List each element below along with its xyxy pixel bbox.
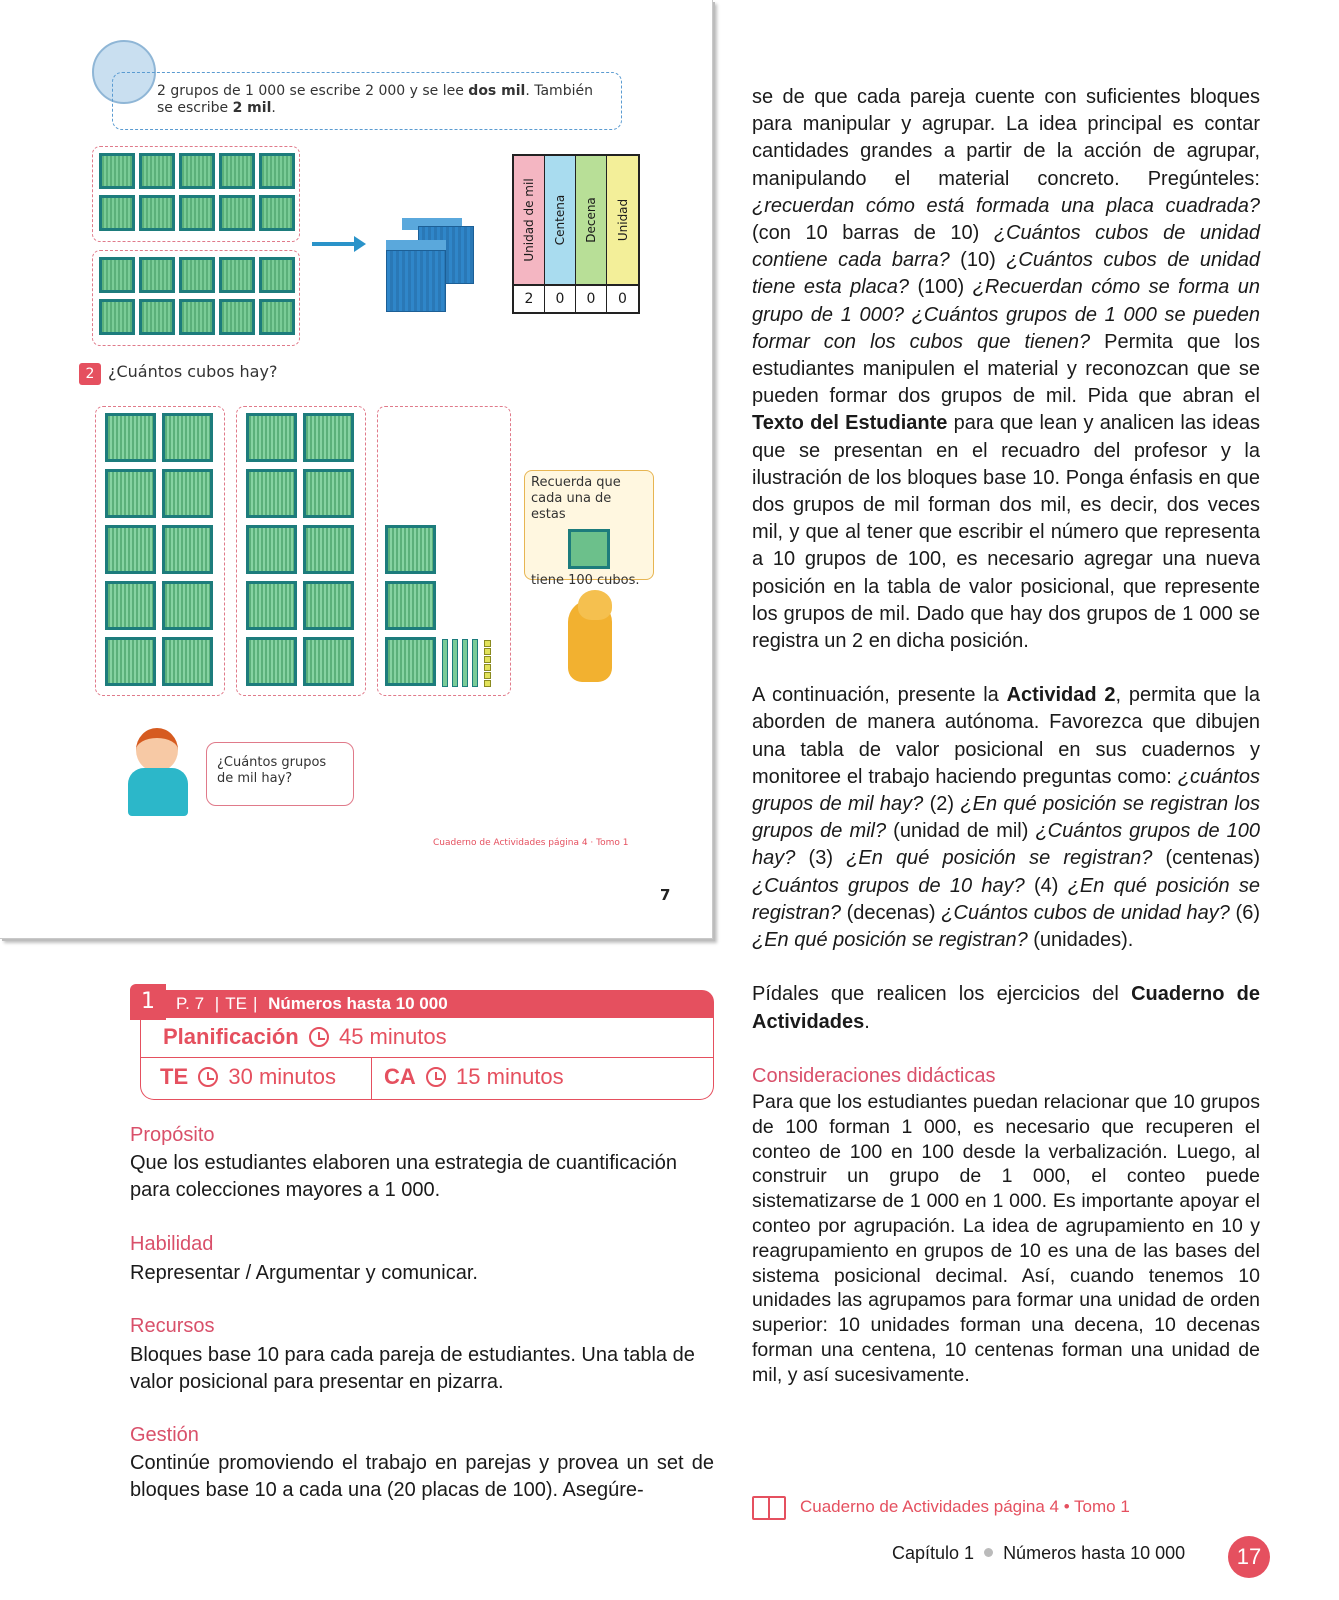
lesson-title: Números hasta 10 000 [268,994,448,1013]
planificacion-time: 45 minutos [338,1024,447,1049]
paragraph-1: se de que cada pareja cuente con suficientes bloques para manipular y agrupar. La idea principal es contar cantidades grandes a partir de la acción de agrupar, manipulando el material concreto. Pregúnteles: ¿recuerdan cómo está formada una placa cuadrada? (con 10 barras de 10) ¿Cuántos cubos de unidad contiene cada barra? (10) ¿Cuántos cubos de unidad tiene esta placa? (100) ¿Recuerdan cómo se forma un grupo de 1 000? ¿Cuántos grupos de 1 000 se pueden formar con los cubos que tienen? Permita que los estudiantes manipulen el material y reconozcan que se pueden formar dos grupos de mil. Pida que abran el Texto del Estudiante para que lean y analicen las ideas que se presentan en el recuadro del profesor y la ilustración de los bloques base 10. Ponga énfasis en que dos grupos de mil forman dos mil, es decir, dos veces mil, y que al tener que escribir el número que representa a 10 grupos de 100, es necesario agregar una nueva posición en la tabla de valor posicional, que represente los grupos de mil. Dado que hay dos grupos de 1 000 se registra un 2 en dicha posición. [752,86,1260,653]
plate-group-2 [92,250,300,346]
ten-rod [442,639,448,687]
book-icon [752,1496,786,1520]
plate [99,299,135,335]
hundred-plate [246,637,297,686]
ca-row [384,1064,564,1090]
plate [259,299,295,335]
speech-bold: dos mil [468,83,526,99]
thousand-cube [386,250,446,312]
question-text: ¿Cuántos cubos hay? [108,362,278,381]
unit-cube [484,680,491,687]
fox-head [578,590,612,620]
pv-header-units: Unidad [607,156,638,284]
plate [179,299,215,335]
plate [219,299,255,335]
hundred-plate [162,469,213,518]
unit-cube [484,672,491,679]
ten-rod [452,639,458,687]
divider [371,1058,372,1099]
unit-cube [484,664,491,671]
speech-bold: 2 mil [232,100,272,116]
ten-rod [472,639,478,687]
speech-bubble-top [112,72,622,130]
planificacion-label: Planificación [163,1024,299,1049]
hundred-plate [303,637,354,686]
activity-book-link[interactable]: Cuaderno de Actividades página 4 • Tomo 1 [800,1497,1130,1516]
question-number: 2 [79,363,101,385]
block-group-3 [377,406,511,696]
boy-body [128,768,188,816]
gestion-heading: Gestión [130,1424,199,1446]
arrow-right-icon [312,242,356,246]
pv-value: 0 [545,284,576,312]
pv-header-thousands: Unidad de mil [514,156,545,284]
chapter-label: Capítulo 1 [892,1543,975,1563]
arrow-head-icon [354,236,366,252]
consideraciones-heading: Consideraciones didácticas [752,1065,996,1087]
footer-chapter [892,1543,1185,1564]
hundred-plate [105,581,156,630]
hundred-plate [105,413,156,462]
block-group-1 [95,406,225,696]
recursos-text: Bloques base 10 para cada pareja de estudiantes. Una tabla de valor posicional para presentar en pizarra. [130,1344,695,1393]
plate [139,257,175,293]
proposito-text: Que los estudiantes elaboren una estrategia de cuantificación para colecciones mayores a 1 000. [130,1152,678,1201]
hundred-plate [162,413,213,462]
plate [259,195,295,231]
plate [219,153,255,189]
alarm-clock-icon [198,1067,218,1087]
te-tag: TE [225,994,247,1013]
speech-text: . También se escribe [157,83,593,116]
planificacion-row [163,1024,447,1050]
hundred-plate [303,413,354,462]
hundred-plate [105,469,156,518]
speech-text: 2 grupos de 1 000 se escribe 2 000 y se lee [157,83,469,99]
page-number-badge: 17 [1228,1536,1270,1578]
habilidad-text: Representar / Argumentar y comunicar. [130,1262,478,1284]
plate [99,195,135,231]
ten-rod [462,639,468,687]
bullet-dot [984,1548,993,1557]
place-value-table [512,154,640,314]
chapter-topic: Números hasta 10 000 [1003,1543,1186,1563]
plate [139,299,175,335]
student-page-number: 7 [660,886,671,904]
hundred-plate [105,637,156,686]
student-page-image [0,0,713,939]
ca-time: 15 minutos [456,1064,564,1089]
plate-group-1 [92,146,300,242]
hundred-plate [246,525,297,574]
page-ref: P. 7 [176,994,205,1013]
unit-cube [484,648,491,655]
recursos-heading: Recursos [130,1315,215,1337]
te-label: TE [160,1064,189,1089]
plate [179,195,215,231]
hundred-plate [303,525,354,574]
pv-header-tens: Decena [576,156,607,284]
alarm-clock-icon [309,1027,329,1047]
hundred-plate [385,581,436,630]
consideraciones-text: Para que los estudiantes puedan relacionar que 10 grupos de 100 forman 1 000, es necesario que recuperen el conteo de 100 en 100 desde la verbalización. Luego, al construir un grupo de 1 000, el conteo puede sistematizarse de 1 000 en 1 000. Es importante apoyar el conteo por agrupación. La idea de agrupamiento en 10 y reagrupamiento en grupos de 10 es una de las bases del sistema posicional decimal. Así, cuando tenemos 10 unidades las agrupamos para formar una unidad de orden superior: 10 unidades forman una decena, 10 decenas forman una centena, 10 centenas forman una unidad de mil, y así sucesivamente. [752,1091,1260,1386]
hundred-plate [162,525,213,574]
hundred-plate [385,525,436,574]
gestion-text: Continúe promoviendo el trabajo en parejas y provea un set de bloques base 10 a cada una (20 placas de 100). Asegúre- [130,1452,714,1501]
plate [179,153,215,189]
unit-cube [484,656,491,663]
hundred-plate [385,637,436,686]
boy-speech-bubble: ¿Cuántos grupos de mil hay? [206,742,354,806]
plate [139,153,175,189]
plate [259,257,295,293]
ca-label: CA [384,1064,416,1089]
reminder-text: tiene 100 cubos. [531,573,640,588]
block-group-2 [236,406,366,696]
hundred-plate [105,525,156,574]
divider [140,1057,714,1058]
paragraph-3: Pídales que realicen los ejercicios del Cuaderno de Actividades. [752,983,1260,1033]
pv-value: 0 [607,284,638,312]
habilidad-heading: Habilidad [130,1233,214,1255]
unit-cube [484,640,491,647]
plate [219,195,255,231]
right-column-body [752,84,1260,1036]
hundred-plate [246,469,297,518]
hundred-plate [162,637,213,686]
lesson-header: P. 7 | TE | Números hasta 10 000 [166,990,714,1018]
hundred-plate [246,581,297,630]
hundred-plate [303,581,354,630]
plate [219,257,255,293]
plate [259,153,295,189]
hundred-plate-icon [568,529,610,569]
plate [179,257,215,293]
te-time: 30 minutos [228,1064,336,1089]
te-row [160,1064,336,1090]
speech-text: . [271,100,276,116]
hundred-plate [246,413,297,462]
paragraph-2: A continuación, presente la Actividad 2, permita que la aborden de manera autónoma. Favorezca que dibujen una tabla de valor posicional en sus cuadernos y monitoree el trabajo haciendo preguntas como: ¿cuántos grupos de mil hay? (2) ¿En qué posición se registran los grupos de mil? (unidad de mil) ¿Cuántos grupos de 100 hay? (3) ¿En qué posición se registran? (centenas) ¿Cuántos grupos de 10 hay? (4) ¿En qué posición se registran? (decenas) ¿Cuántos cubos de unidad hay? (6) ¿En qué posición se registran? (unidades). [752,684,1261,952]
plate [99,153,135,189]
reminder-text: Recuerda que cada una de estas [531,475,621,522]
proposito-heading: Propósito [130,1124,215,1146]
pv-header-hundreds: Centena [545,156,576,284]
pv-value: 2 [514,284,545,312]
hundred-plate [303,469,354,518]
pv-value: 0 [576,284,607,312]
hundred-plate [162,581,213,630]
alarm-clock-icon [426,1067,446,1087]
activity-book-reference: Cuaderno de Actividades página 4 · Tomo 1 [433,838,629,848]
plate [139,195,175,231]
boy-character [136,728,178,772]
plate [99,257,135,293]
lesson-number: 1 [130,984,166,1020]
reminder-bubble [524,470,654,588]
